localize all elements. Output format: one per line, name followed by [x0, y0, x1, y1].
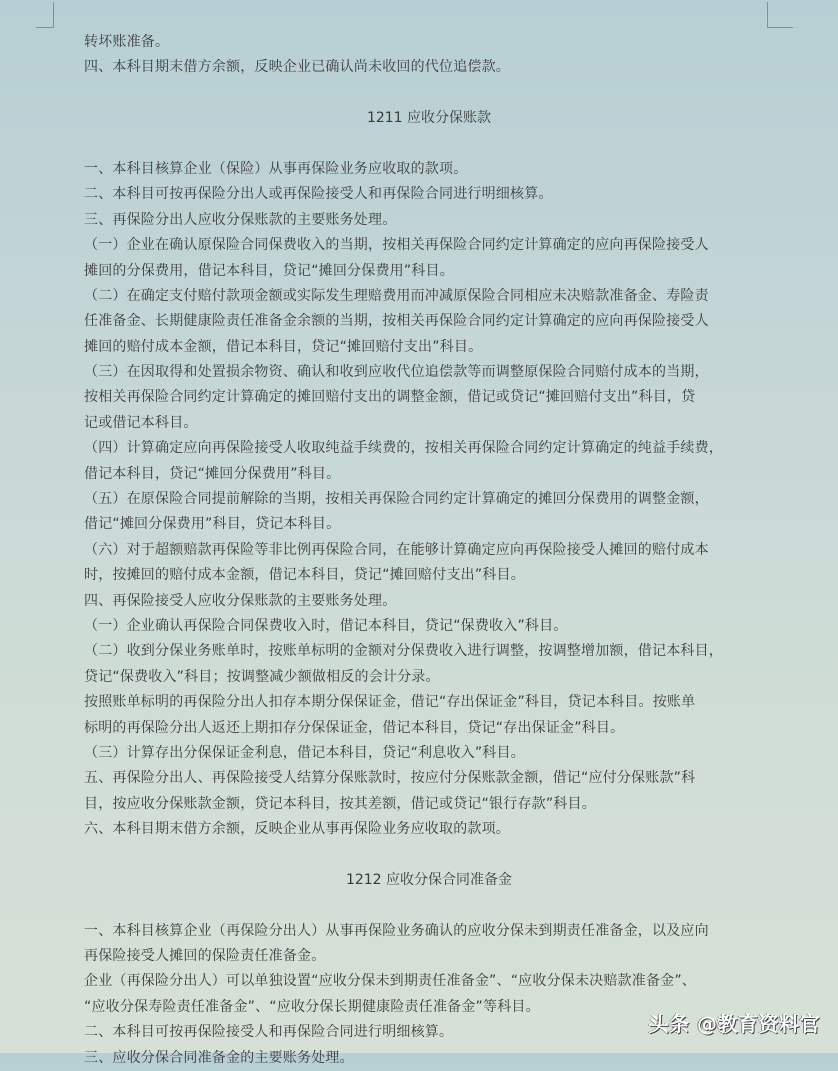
paragraph-line: （五）在原保险合同提前解除的当期，按相关再保险合同约定计算确定的摊回分保费用的调整金额，: [84, 491, 709, 508]
paragraph-line: 四、再保险接受人应收分保账款的主要账务处理。: [84, 592, 397, 609]
paragraph-line: 按相关再保险合同约定计算确定的摊回赔付支出的调整金额，借记或贷记“摊回赔付支出”科目，贷: [84, 389, 696, 406]
paragraph-line: 二、本科目可按再保险接受人和再保险合同进行明细核算。: [84, 1024, 454, 1041]
paragraph-line: 三、再保险分出人应收分保账款的主要账务处理。: [84, 211, 397, 228]
paragraph-line: 借记“摊回分保费用”科目，贷记本科目。: [84, 516, 341, 533]
paragraph-line: 企业（再保险分出人）可以单独设置“应收分保未到期责任准备金”、“应收分保未决赔款准备金”、: [84, 973, 697, 990]
paragraph-line: 目，按应收分保账款金额，贷记本科目，按其差额，借记或贷记“银行存款”科目。: [84, 795, 596, 812]
paragraph-line: （一）企业在确认原保险合同保费收入的当期，按相关再保险合同约定计算确定的应向再保险接受人: [84, 237, 709, 254]
section-heading-1211: 1211 应收分保账款: [366, 110, 492, 127]
paragraph-line: 摊回的分保费用，借记本科目，贷记“摊回分保费用”科目。: [84, 262, 454, 279]
paragraph-line: 按照账单标明的再保险分出人扣存本期分保保证金，借记“存出保证金”科目，贷记本科目。按账单: [84, 694, 696, 711]
paragraph-line: （四）计算确定应向再保险接受人收取纯益手续费的，按相关再保险合同约定计算确定的纯益手续费，: [84, 440, 723, 457]
paragraph-line: 一、本科目核算企业（再保险分出人）从事再保险业务确认的应收分保未到期责任准备金，以及应向: [84, 922, 709, 939]
paragraph-line: 标明的再保险分出人返还上期扣存分保保证金，借记本科目，贷记“存出保证金”科目。: [84, 719, 625, 736]
section-heading-1212: 1212 应收分保合同准备金: [345, 871, 513, 888]
paragraph-line: 二、本科目可按再保险分出人或再保险接受人和再保险合同进行明细核算。: [84, 186, 553, 203]
paragraph-line: 一、本科目核算企业（保险）从事再保险业务应收取的款项。: [84, 160, 468, 177]
paragraph-line: 记或借记本科目。: [84, 414, 198, 431]
paragraph-line: 借记本科目，贷记“摊回分保费用”科目。: [84, 465, 341, 482]
section-1212-body: [84, 919, 774, 1071]
paragraph-line: 任准备金、长期健康险责任准备金余额的当期，按相关再保险合同约定计算确定的应向再保险接受人: [84, 313, 709, 330]
paragraph-line: （三）在因取得和处置损余物资、确认和收到应收代位追偿款等而调整原保险合同赔付成本的当期，: [84, 364, 709, 381]
paragraph-line: （三）计算存出分保保证金利息，借记本科目，贷记“利息收入”科目。: [84, 744, 525, 761]
paragraph-line: 四、本科目期末借方余额，反映企业已确认尚未收回的代位追偿款。: [84, 59, 510, 76]
paragraph-line: 五、再保险分出人、再保险接受人结算分保账款时，按应付分保账款金额，借记“应付分保账款”科: [84, 770, 696, 787]
paragraph-line: （六）对于超额赔款再保险等非比例再保险合同，在能够计算确定应向再保险接受人摊回的赔付成本: [84, 541, 709, 558]
paragraph-line: 六、本科目期末借方余额，反映企业从事再保险业务应收取的款项。: [84, 821, 510, 838]
paragraph-line: （一）企业确认再保险合同保费收入时，借记本科目，贷记“保费收入”科目。: [84, 617, 568, 634]
paragraph-line: 转坏账准备。: [84, 34, 170, 50]
paragraph-line: 三、应收分保合同准备金的主要账务处理。: [84, 1049, 354, 1066]
page-corner-mark-top-right: [767, 2, 793, 28]
section-1211-body: [84, 157, 774, 843]
paragraph-line: （二）在确定支付赔付款项金额或实际发生理赔费用而冲减原保险合同相应未决赔款准备金、寿险责: [84, 287, 709, 304]
paragraph-line: 时，按摊回的赔付成本金额，借记本科目，贷记“摊回赔付支出”科目。: [84, 567, 525, 584]
paragraph-line: “应收分保寿险责任准备金”、“应收分保长期健康险责任准备金”等科目。: [84, 998, 540, 1015]
paragraph-line: 贷记“保费收入”科目；按调整减少额做相反的会计分录。: [84, 668, 440, 685]
page-corner-mark-top-left: [36, 2, 54, 28]
document-page: [84, 30, 774, 1071]
paragraph-line: 再保险接受人摊回的保险责任准备金。: [84, 948, 326, 965]
paragraph-line: 摊回的赔付成本金额，借记本科目，贷记“摊回赔付支出”科目。: [84, 338, 483, 355]
watermark: 头条 @教育资料官: [648, 1012, 820, 1036]
paragraph-line: （二）收到分保业务账单时，按账单标明的金额对分保费收入进行调整，按调整增加额，借记本科目，: [84, 643, 723, 660]
